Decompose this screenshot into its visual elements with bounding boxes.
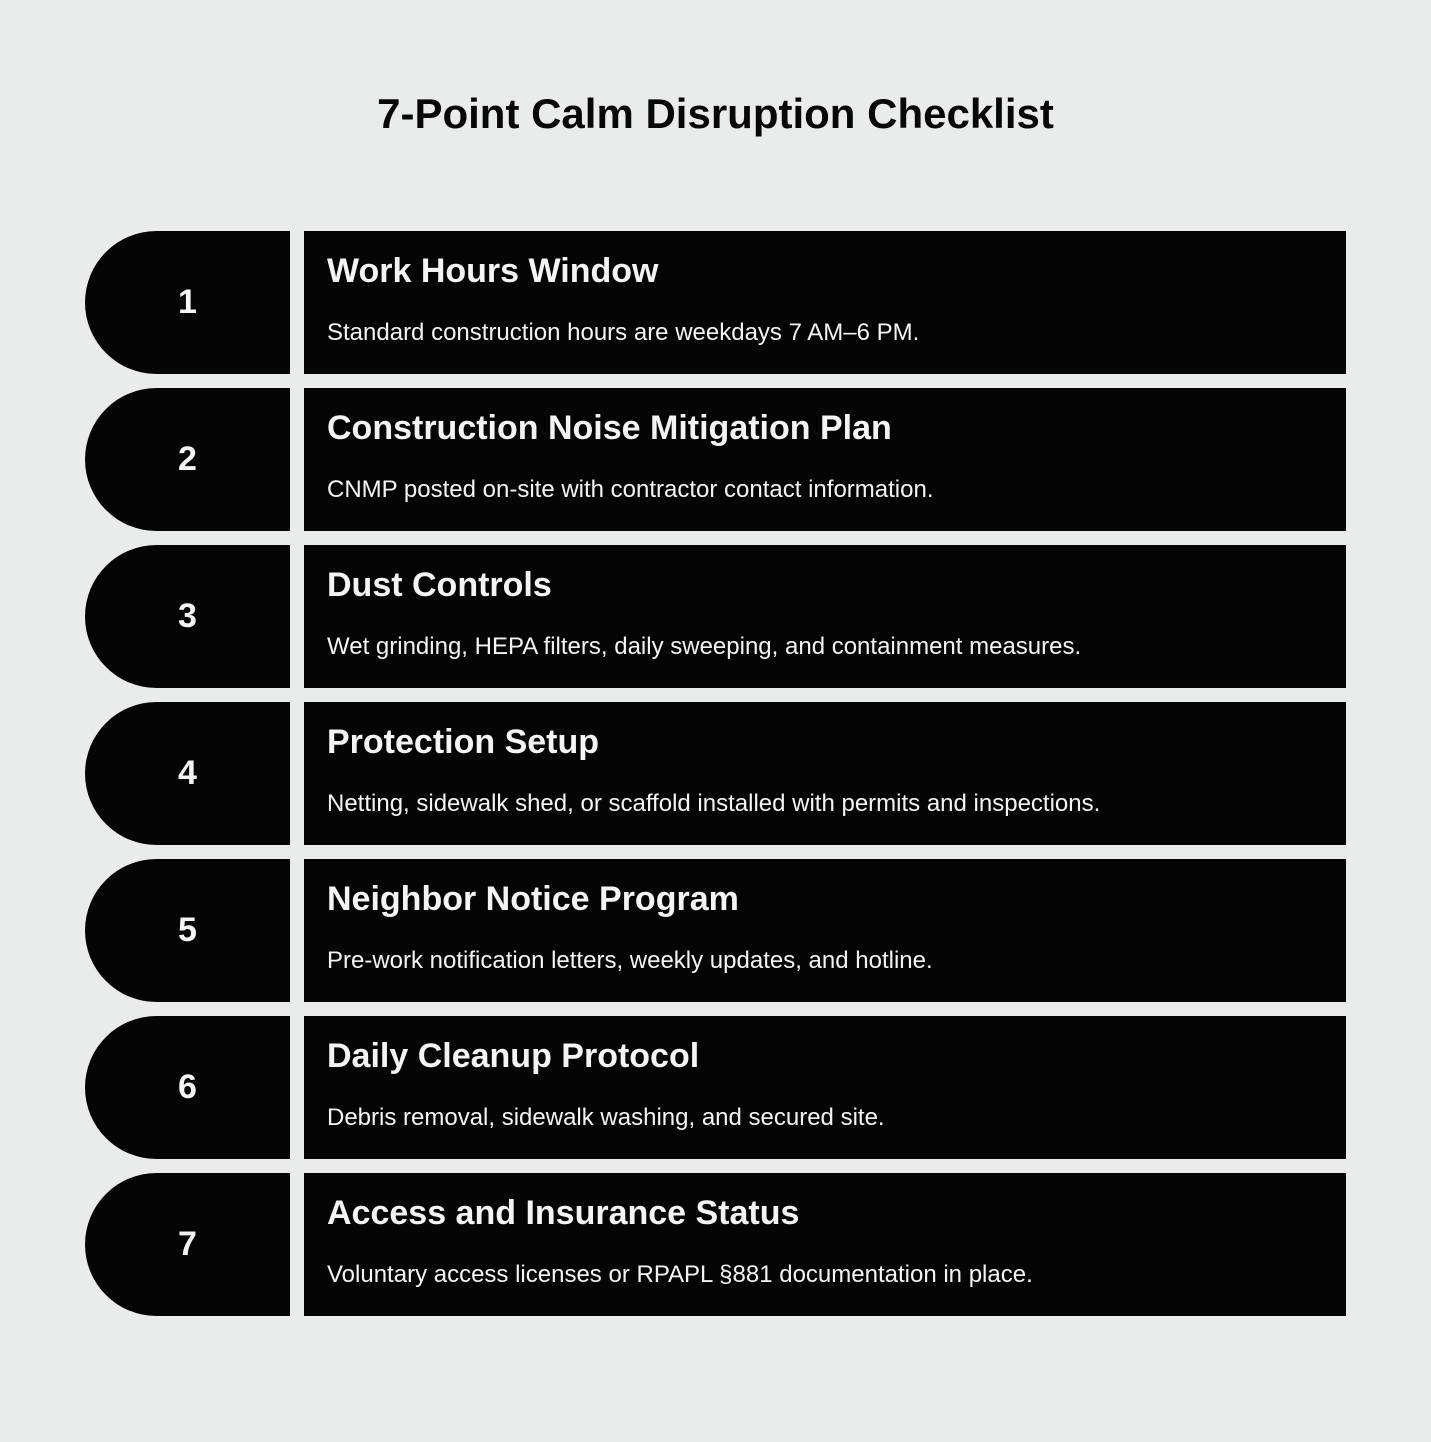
checklist-item xyxy=(85,388,1346,531)
item-content xyxy=(304,231,1346,374)
item-description: Pre-work notification letters, weekly updates, and hotline. xyxy=(327,947,933,974)
page-title: 7-Point Calm Disruption Checklist xyxy=(377,90,1054,137)
item-description: Debris removal, sidewalk washing, and secured site. xyxy=(327,1104,885,1131)
checklist xyxy=(85,231,1346,1330)
item-content xyxy=(304,1016,1346,1159)
item-content xyxy=(304,859,1346,1002)
item-description: Voluntary access licenses or RPAPL §881 documentation in place. xyxy=(327,1261,1033,1288)
item-title: Access and Insurance Status xyxy=(327,1194,800,1232)
item-number: 6 xyxy=(85,1016,290,1159)
item-number: 3 xyxy=(85,545,290,688)
item-description: Netting, sidewalk shed, or scaffold installed with permits and inspections. xyxy=(327,790,1101,817)
item-content xyxy=(304,702,1346,845)
item-description: Wet grinding, HEPA filters, daily sweeping, and containment measures. xyxy=(327,633,1082,660)
item-number: 4 xyxy=(85,702,290,845)
checklist-item xyxy=(85,231,1346,374)
checklist-item xyxy=(85,859,1346,1002)
item-number: 7 xyxy=(85,1173,290,1316)
checklist-item xyxy=(85,545,1346,688)
item-number: 1 xyxy=(85,231,290,374)
checklist-item xyxy=(85,1173,1346,1316)
item-number: 5 xyxy=(85,859,290,1002)
item-number: 2 xyxy=(85,388,290,531)
item-title: Daily Cleanup Protocol xyxy=(327,1037,700,1075)
item-title: Dust Controls xyxy=(327,566,552,604)
item-content xyxy=(304,388,1346,531)
item-description: CNMP posted on-site with contractor contact information. xyxy=(327,476,934,503)
item-content xyxy=(304,1173,1346,1316)
item-title: Protection Setup xyxy=(327,723,600,761)
item-description: Standard construction hours are weekdays 7 AM–6 PM. xyxy=(327,319,920,346)
checklist-item xyxy=(85,702,1346,845)
item-title: Neighbor Notice Program xyxy=(327,880,739,918)
checklist-item xyxy=(85,1016,1346,1159)
item-content xyxy=(304,545,1346,688)
item-title: Construction Noise Mitigation Plan xyxy=(327,409,892,447)
item-title: Work Hours Window xyxy=(327,252,659,290)
